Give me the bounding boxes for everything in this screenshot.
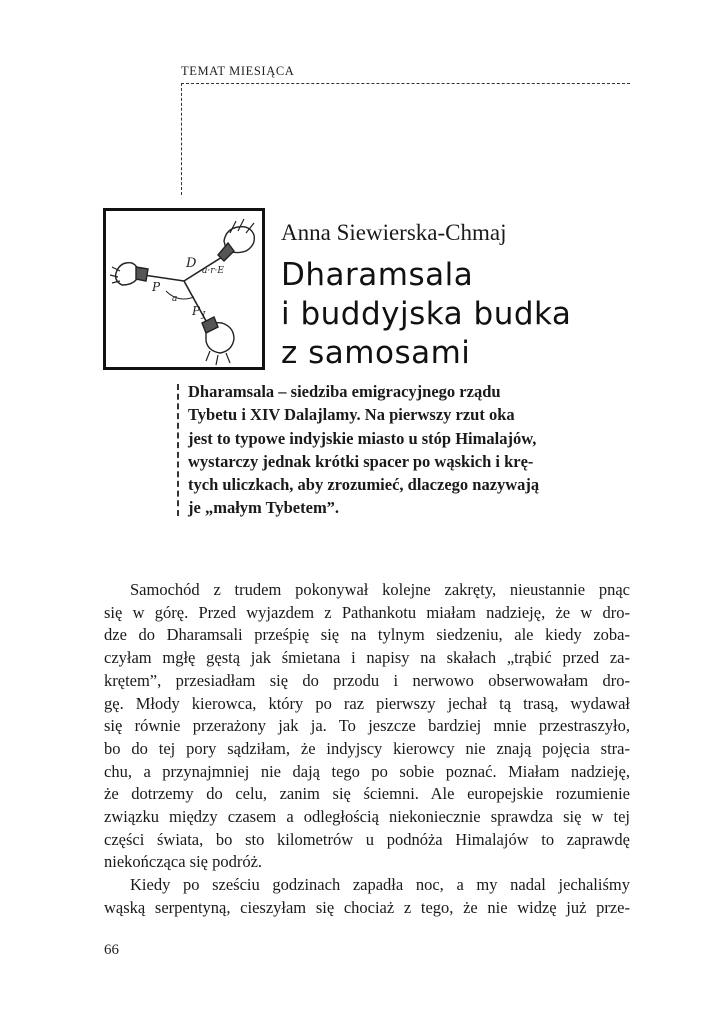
svg-text:J: J: [202, 310, 206, 319]
svg-text:P: P: [192, 304, 201, 318]
lead-line: je „małym Tybetem”.: [188, 498, 340, 518]
hand-top-right: [218, 219, 254, 261]
body-line: się równie przerażony jak ja. To jeszcze bardziej mnie przestraszyło,: [104, 716, 630, 736]
svg-text:a: a: [172, 294, 178, 304]
lead-paragraph: [188, 380, 618, 520]
body-line: dze do Dharamsali prześpię się na tylnym siedzeniu, ale kiedy zoba-: [104, 625, 630, 645]
body-line: że dotrzemy do celu, zanim się ściemni. Ale europejskie rozumienie: [104, 784, 630, 804]
logo-illustration: [103, 208, 265, 370]
body-line: czyłam mgłę gęstą jak śmietana i napisy na skałach „trąbić przed za-: [104, 648, 630, 668]
body-line: wąską serpentyną, cieszyłam się chociaż z tego, że nie widzę już prze-: [104, 897, 630, 917]
section-label: TEMAT MIESIĄCA: [181, 64, 295, 78]
hand-bottom: [202, 317, 234, 365]
article-title: Dharamsala i buddyjska budka z samosami: [281, 257, 572, 371]
three-hands-drawing: [106, 211, 262, 367]
body-line: niekończąca się podróż.: [104, 852, 263, 872]
lead-side-rule: [177, 384, 179, 516]
svg-text:a·r·E: a·r·E: [202, 266, 224, 276]
body-line: się w górę. Przed wyjazdem z Pathankotu miałam nadzieję, że w dro-: [104, 602, 630, 622]
page-number: 66: [104, 942, 119, 958]
lead-line: wystarczy jednak krótki spacer po wąskich i krę-: [188, 451, 534, 471]
lead-line: Dharamsala – siedziba emigracyjnego rządu: [188, 382, 501, 401]
lead-line: Tybetu i XIV Dalajlamy. Na pierwszy rzut oka: [188, 405, 515, 425]
header-side-rule: [181, 83, 182, 195]
svg-text:D: D: [186, 256, 197, 271]
hand-left: [110, 263, 148, 285]
body-line: krętem”, przesiadłam się do przodu i nerwowo obserwowałam dro-: [104, 670, 630, 690]
body-line: Samochód z trudem pokonywał kolejne zakręty, nieustannie pnąc: [130, 580, 630, 599]
body-line: bo do tej pory sądziłam, że indyjscy kierowcy nie znają pojęcia stra-: [104, 738, 630, 758]
author-name: Anna Siewierska-Chmaj: [281, 220, 507, 245]
body-line: chu, a przynajmniej nie dają tego po sobie poznać. Miałam nadzieję,: [104, 761, 630, 781]
body-line: Kiedy po sześciu godzinach zapadła noc, a my nadal jechaliśmy: [130, 875, 630, 895]
lead-line: jest to typowe indyjskie miasto u stóp Himalajów,: [188, 428, 537, 448]
svg-text:P: P: [152, 280, 161, 294]
body-line: gę. Młody kierowca, który po raz pierwszy jechał tą trasą, wydawał: [104, 693, 630, 713]
header-divider: [181, 83, 630, 84]
lead-line: tych uliczkach, aby zrozumieć, dlaczego nazywają: [188, 475, 540, 495]
body-line: części świata, bo sto kilometrów u podnóża Himalajów to zaprawdę: [104, 829, 630, 849]
body-line: związku między czasem a odległością niekoniecznie sprawdza się w tej: [104, 807, 630, 827]
article-body: [104, 579, 630, 920]
